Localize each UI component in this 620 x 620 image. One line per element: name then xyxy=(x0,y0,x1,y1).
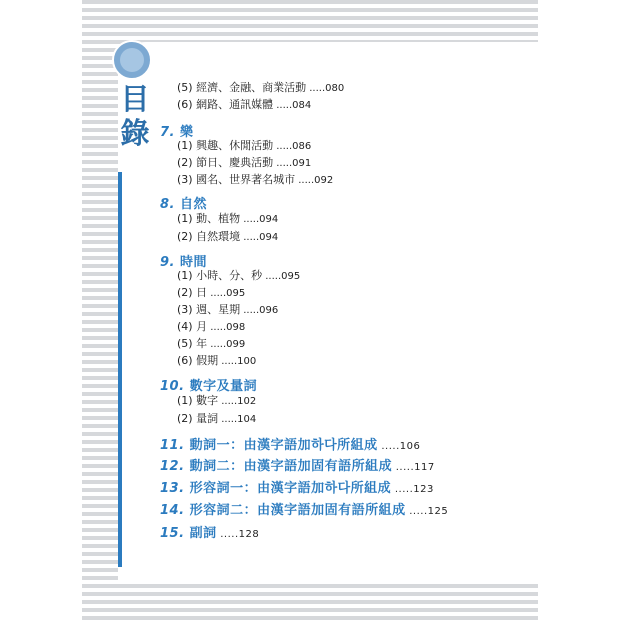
toc-item-label: (1) 興趣、休閒活動 xyxy=(177,139,274,152)
toc-heading-number: 14. xyxy=(160,503,185,518)
toc-heading[interactable] xyxy=(160,477,434,496)
toc-heading-label: 副詞 xyxy=(189,526,217,541)
toc-page-number: .....104 xyxy=(218,414,257,425)
toc-item-label: (1) 小時、分、秒 xyxy=(177,269,263,282)
toc-item[interactable] xyxy=(177,267,300,283)
toc-item-label: (1) 數字 xyxy=(177,394,219,407)
toc-heading-number: 11. xyxy=(160,438,185,453)
toc-item-label: (4) 月 xyxy=(177,320,208,333)
toc-page-number: .....091 xyxy=(273,158,312,169)
accent-bar xyxy=(118,172,122,567)
toc-item[interactable] xyxy=(177,410,256,426)
toc-item-label: (5) 年 xyxy=(177,337,208,350)
toc-heading[interactable] xyxy=(160,499,448,518)
toc-heading[interactable] xyxy=(160,455,435,474)
toc-page-number: .....092 xyxy=(295,175,334,186)
toc-heading-number: 13. xyxy=(160,481,185,496)
toc-item[interactable] xyxy=(177,79,344,95)
toc-page-number: .....086 xyxy=(273,141,312,152)
toc-item[interactable] xyxy=(177,96,311,112)
toc-item[interactable] xyxy=(177,284,245,300)
toc-item[interactable] xyxy=(177,137,311,153)
circle-ornament-icon xyxy=(112,40,152,80)
toc-page-number: .....094 xyxy=(240,232,279,243)
toc-page-number: .....123 xyxy=(391,484,434,495)
toc-page-number: .....102 xyxy=(218,396,257,407)
toc-page-number: .....095 xyxy=(207,288,246,299)
toc-heading[interactable] xyxy=(160,522,259,541)
toc-item[interactable] xyxy=(177,301,278,317)
toc-page-number: .....098 xyxy=(207,322,246,333)
title-char: 錄 xyxy=(120,116,150,150)
toc-page-number: .....106 xyxy=(377,441,421,452)
toc-item-label: (2) 量詞 xyxy=(177,412,219,425)
toc-page-number: .....094 xyxy=(240,214,279,225)
toc-heading-label: 形容詞一：由漢字語加하다所組成 xyxy=(189,481,392,496)
toc-page-number: .....125 xyxy=(405,506,449,517)
toc-item-label: (5) 經濟、金融、商業活動 xyxy=(177,81,307,94)
toc-item-label: (1) 動、植物 xyxy=(177,212,241,225)
toc-item[interactable] xyxy=(177,171,333,187)
toc-heading-number: 8. xyxy=(160,197,175,212)
toc-item[interactable] xyxy=(177,318,245,334)
toc-item-label: (2) 自然環境 xyxy=(177,230,241,243)
toc-heading-number: 10. xyxy=(160,379,185,394)
toc-page-number: .....100 xyxy=(218,356,257,367)
toc-item-label: (2) 節日、慶典活動 xyxy=(177,156,274,169)
toc-page-number: .....095 xyxy=(262,271,301,282)
toc-page-number: .....099 xyxy=(207,339,246,350)
toc-item-label: (6) 網路、通訊媒體 xyxy=(177,98,274,111)
toc-heading-label: 樂 xyxy=(180,125,194,140)
toc-item-label: (6) 假期 xyxy=(177,354,219,367)
toc-heading[interactable] xyxy=(160,434,420,453)
toc-page-number: .....096 xyxy=(240,305,279,316)
toc-page-number: .....128 xyxy=(216,529,260,540)
title-char: 目 xyxy=(120,82,150,116)
toc-heading-label: 數字及量詞 xyxy=(189,379,258,394)
toc-page-number: .....084 xyxy=(273,100,312,111)
toc-item-label: (2) 日 xyxy=(177,286,208,299)
toc-item[interactable] xyxy=(177,392,256,408)
circle-ornament-inner xyxy=(120,48,144,72)
toc-page-number: .....117 xyxy=(392,462,435,473)
toc-heading-number: 9. xyxy=(160,255,175,270)
toc-item[interactable] xyxy=(177,210,278,226)
toc-heading-label: 動詞一：由漢字語加하다所組成 xyxy=(189,438,378,453)
toc-item[interactable] xyxy=(177,335,245,351)
toc-heading-label: 形容詞二：由漢字語加固有語所組成 xyxy=(189,503,406,518)
toc-item[interactable] xyxy=(177,228,278,244)
toc-heading-label: 動詞二：由漢字語加固有語所組成 xyxy=(189,459,393,474)
toc-item-label: (3) 國名、世界著名城市 xyxy=(177,173,296,186)
toc-heading-number: 15. xyxy=(160,526,185,541)
toc-heading-number: 12. xyxy=(160,459,185,474)
toc-item-label: (3) 週、星期 xyxy=(177,303,241,316)
toc-heading-label: 自然 xyxy=(180,197,208,212)
page-title xyxy=(118,82,152,150)
toc-page-number: .....080 xyxy=(306,83,345,94)
toc-heading-number: 7. xyxy=(160,125,175,140)
toc-item[interactable] xyxy=(177,352,256,368)
toc-item[interactable] xyxy=(177,154,311,170)
toc-heading-label: 時間 xyxy=(180,255,208,270)
